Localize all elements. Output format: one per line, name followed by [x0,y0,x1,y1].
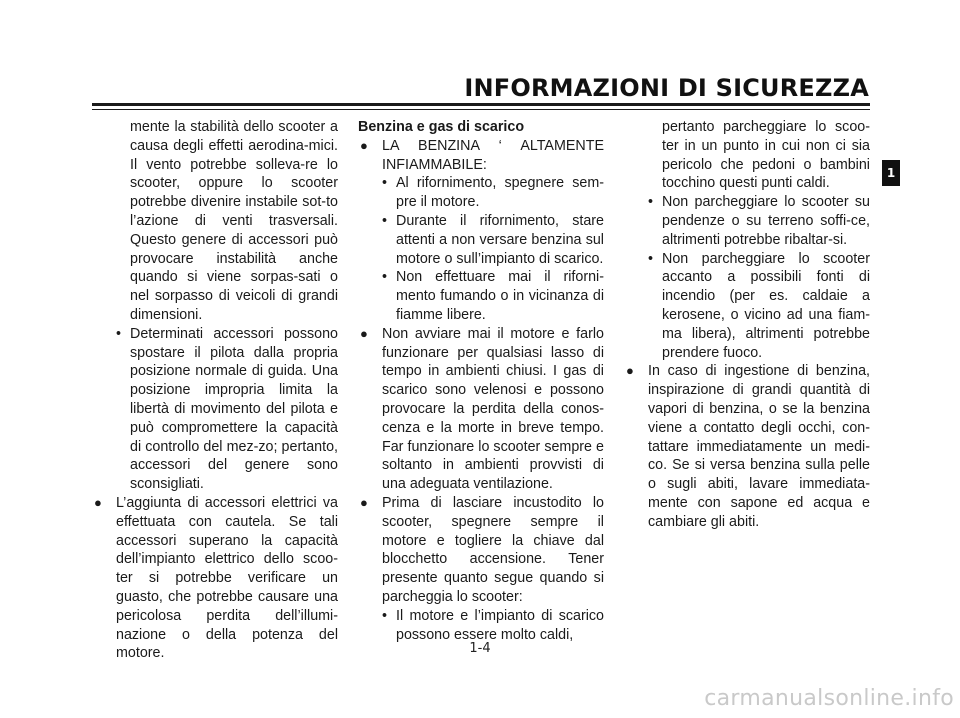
dot-item-text: Non parcheggiare lo scooter accanto a possibili fonti di incendio (per es. caldaie a kerosene, o vicino ad una fiam-ma libera), altrimenti potrebbe prendere fuoco. [662,250,870,361]
dot-marker: • [648,250,654,267]
text-column-2 [358,118,604,644]
bullet-item [358,494,604,607]
page-number: 1-4 [469,641,491,656]
dot-item [358,212,604,268]
bullet-item-text: Non avviare mai il motore e farlo funzionare per qualsiasi lasso di tempo in ambienti chiusi. I gas di scarico sono velenosi e possono provocare la perdita della conos-cenza e la morte in breve tempo. Far funzionare lo scooter sempre e soltanto in ambienti provvisti di una adeguata ventilazione. [382,325,604,493]
header-rule-thin [92,109,870,110]
dot-item [358,607,604,645]
dot-item-text: Al rifornimento, spegnere sem-pre il motore. [396,175,604,211]
continued-paragraph: pertanto parcheggiare lo scoo-ter in un punto in cui non ci sia pericolo che pedoni o bambini tocchino questi punti caldi. [662,119,870,192]
bullet-marker: ● [360,137,368,153]
bullet-item [358,325,604,494]
bullet-marker: ● [360,325,368,341]
dot-item-text: Non parcheggiare lo scooter su pendenze o su terreno soffi-ce, altrimenti potrebbe ribaltar-si. [662,194,870,248]
bullet-item [624,362,870,531]
chapter-tab[interactable]: 1 [882,160,900,186]
bullet-item [358,137,604,175]
dot-item [358,174,604,212]
bullet-item-text: Prima di lasciare incustodito lo scooter, spegnere sempre il motore e togliere la chiave dal blocchetto accensione. Tener presente quanto segue quando si parcheggia lo scooter: [382,494,604,605]
dot-marker: • [382,269,388,286]
dot-marker: • [116,325,122,342]
dot-item [624,250,870,363]
watermark: carmanualsonline.info [704,686,954,711]
text-column-3 [624,118,870,532]
continued-paragraph: mente la stabilità dello scooter a causa degli effetti aerodina-mici. Il vento potrebbe solleva-re lo scooter, oppure lo scooter potrebbe divenire instabile sot-to l’azione di venti trasversali. Questo genere di accessori può provocare instabilità anche quando si viene sorpas-sati o nel sorpasso di veicoli di grandi dimensioni. [130,119,338,323]
dot-item [624,193,870,249]
dot-marker: • [648,194,654,211]
bullet-item [92,494,338,663]
dot-item-text: Durante il rifornimento, stare attenti a non versare benzina sul motore o sull’impianto di scarico. [396,212,604,267]
page-header-title: INFORMAZIONI DI SICUREZZA [464,74,869,102]
dot-marker: • [382,212,388,229]
bullet-marker: ● [360,494,368,510]
bullet-item-text: L’aggiunta di accessori elettrici va effettuata con cautela. Se tali accessori superano la capacità dell’impianto elettrico dello scoo-ter si potrebbe verificare un guasto, che potrebbe causare una pericolosa perdita dell’illumi-nazione o della potenza del motore. [116,494,338,662]
bullet-marker: ● [94,494,102,510]
dot-item-text: Il motore e l’impianto di scarico possono essere molto caldi, [396,607,604,643]
bullet-item-text: In caso di ingestione di benzina, inspirazione di grandi quantità di vapori di benzina, o se la benzina viene a contatto degli occhi, con-tattare immediatamente un medi-co. Se si versa benzina sulla pelle o sugli abiti, lavare immediata-mente con sapone ed acqua e cambiare gli abiti. [648,363,870,530]
dot-item-text: Non effettuare mai il riforni-mento fumando o in vicinanza di fiamme libere. [396,269,604,323]
dot-item [92,325,338,494]
bullet-item-text: LA BENZINA ‘ ALTAMENTE INFIAMMABILE: [382,137,604,173]
text-column-1 [92,118,338,663]
bullet-marker: ● [626,363,634,379]
dot-item [358,268,604,324]
dot-marker: • [382,175,388,192]
section-heading: Benzina e gas di scarico [358,119,525,135]
dot-item-text: Determinati accessori possono spostare il pilota dalla propria posizione normale di guida. Una posizione impropria limita la libertà di movimento del pilota e può compromettere la capacità di controllo del mez-zo; pertanto, accessori del genere sono sconsigliati. [130,325,338,493]
header-rule-thick [92,103,870,106]
dot-marker: • [382,607,388,624]
